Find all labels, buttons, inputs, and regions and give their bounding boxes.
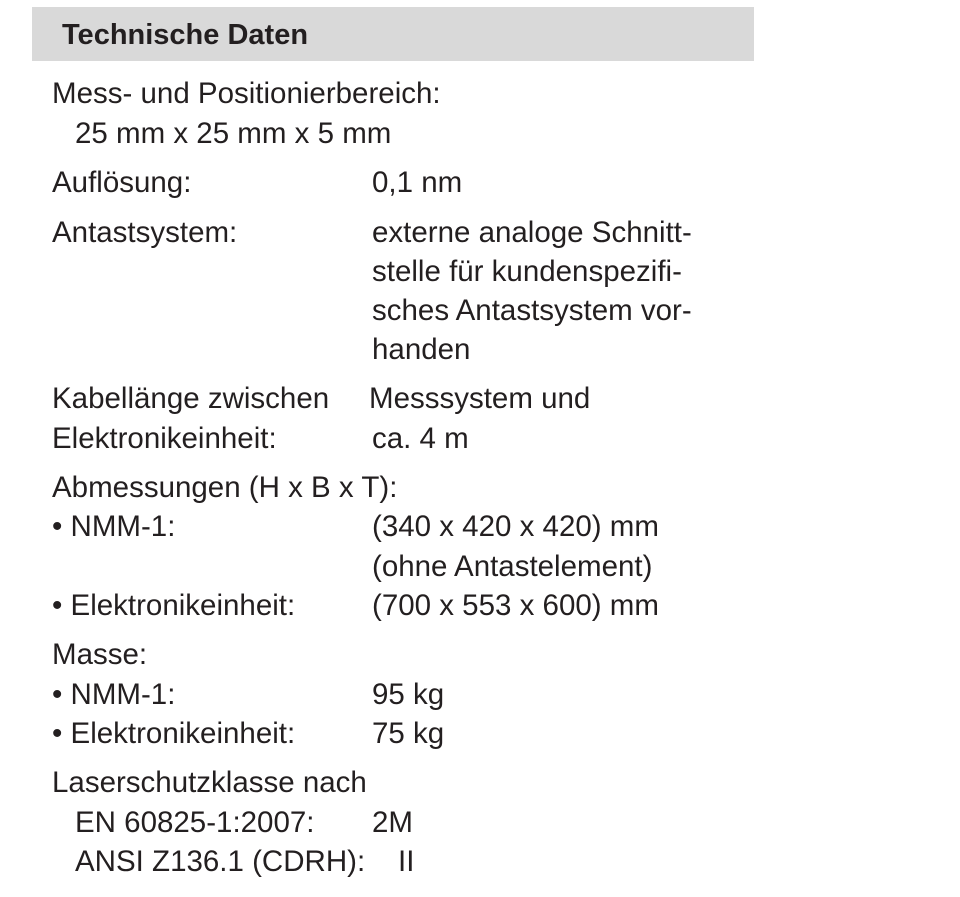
masse-elektronik-label: • Elektronikeinheit:	[52, 717, 296, 750]
antastsystem-value-line: stelle für kundenspezifi-	[372, 255, 682, 288]
laserschutz-en-label: EN 60825-1:2007:	[75, 806, 315, 839]
abmessungen-nmm1-value: (340 x 420 x 420) mm	[372, 510, 659, 543]
section-title: Technische Daten	[62, 19, 309, 51]
antastsystem-label: Antastsystem:	[52, 216, 238, 249]
abmessungen-label: Abmessungen (H x B x T):	[52, 471, 398, 504]
kabellaenge-label-continued: Messsystem und	[369, 382, 591, 415]
antastsystem-value-line: sches Antastsystem vor-	[372, 294, 692, 327]
masse-nmm1-value: 95 kg	[372, 678, 445, 711]
abmessungen-elektronik-label: • Elektronikeinheit:	[52, 589, 296, 622]
antastsystem-value-line: externe analoge Schnitt-	[372, 216, 692, 249]
laserschutz-en-value: 2M	[372, 806, 413, 839]
messbereich-value: 25 mm x 25 mm x 5 mm	[75, 117, 392, 150]
abmessungen-nmm1-label: • NMM-1:	[52, 510, 176, 543]
messbereich-label: Mess- und Positionierbereich:	[52, 77, 441, 110]
masse-elektronik-value: 75 kg	[372, 717, 445, 750]
kabellaenge-value: ca. 4 m	[372, 422, 469, 455]
kabellaenge-label: Kabellänge zwischen	[52, 382, 330, 415]
abmessungen-elektronik-value: (700 x 553 x 600) mm	[372, 589, 659, 622]
laserschutz-label: Laserschutzklasse nach	[52, 766, 367, 799]
abmessungen-nmm1-note: (ohne Antastelement)	[372, 550, 653, 583]
section-header	[32, 7, 754, 61]
laserschutz-ansi-label: ANSI Z136.1 (CDRH):	[75, 845, 366, 878]
aufloesung-value: 0,1 nm	[372, 166, 463, 199]
kabellaenge-label-line2: Elektronikeinheit:	[52, 422, 277, 455]
masse-nmm1-label: • NMM-1:	[52, 678, 176, 711]
antastsystem-value-line: handen	[372, 333, 471, 366]
masse-label: Masse:	[52, 638, 148, 671]
aufloesung-label: Auflösung:	[52, 166, 192, 199]
laserschutz-ansi-value: II	[398, 845, 415, 878]
